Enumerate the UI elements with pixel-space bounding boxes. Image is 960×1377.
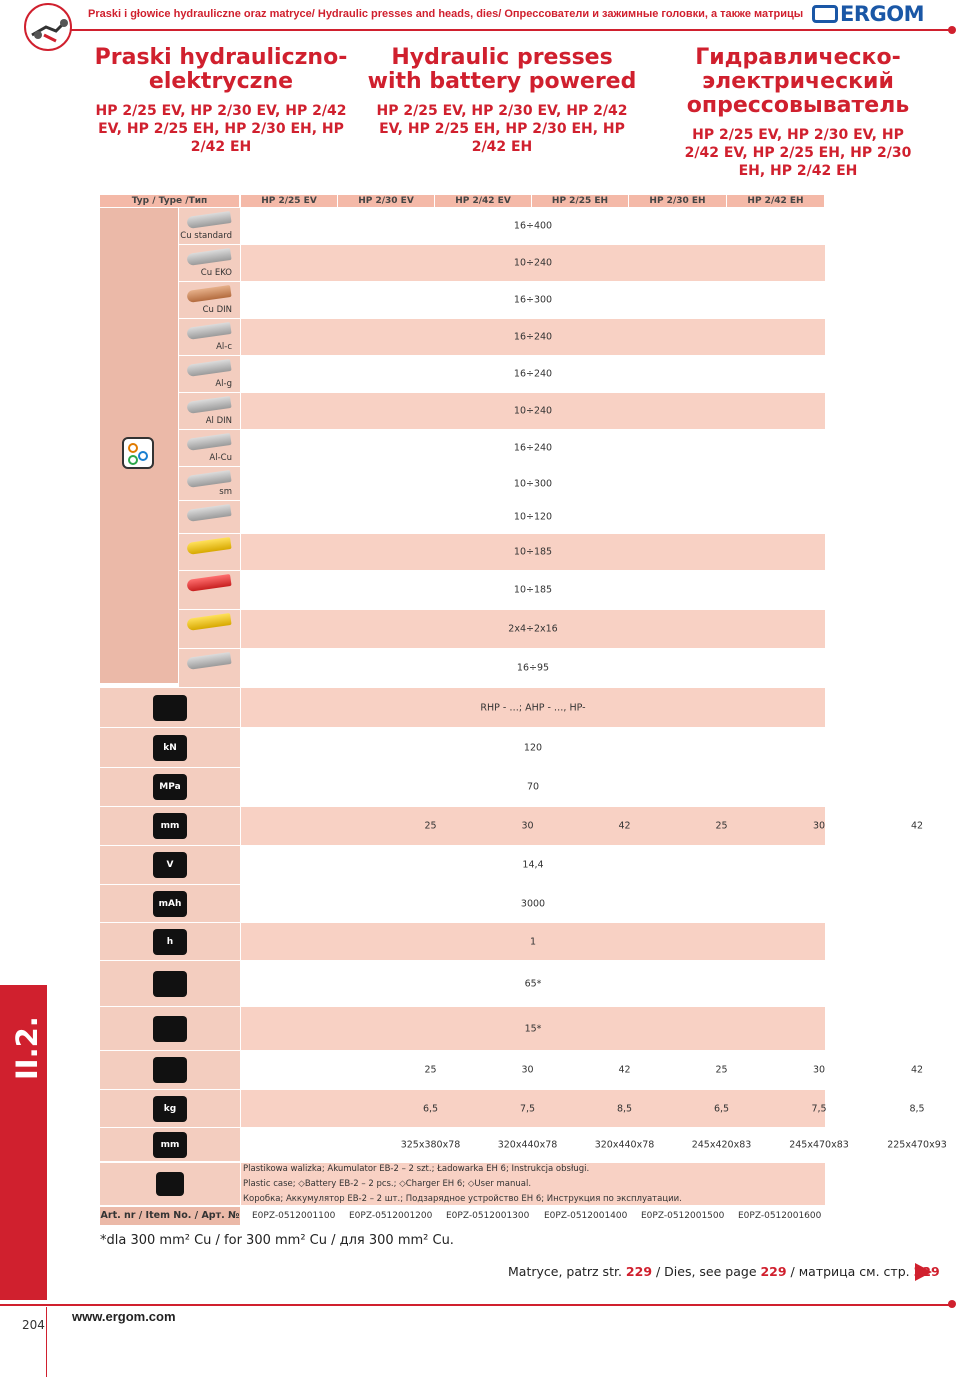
connector-label: Al-Cu xyxy=(209,453,232,463)
cross-section-range: 10÷300 xyxy=(513,478,553,489)
crimps-per-charge-icon xyxy=(153,969,187,999)
value-cell xyxy=(241,961,825,1007)
twin-ferrule-icon xyxy=(186,613,231,631)
head-opening-icon xyxy=(153,1055,187,1085)
splice-icon xyxy=(186,652,231,670)
spec-icon-cell xyxy=(100,807,240,846)
spec-symbol: mm xyxy=(160,1139,180,1150)
spec-value: 6,5 xyxy=(713,1103,730,1114)
spec-value: 25 xyxy=(424,820,437,832)
cross-section-range: 16÷400 xyxy=(513,220,553,232)
value-cell xyxy=(241,649,825,688)
cross-section-range: 16÷240 xyxy=(513,442,553,454)
connector-icon-cell xyxy=(179,430,240,467)
connector-icon-cell xyxy=(179,610,240,649)
column-header: HP 2/42 EV xyxy=(435,195,532,207)
spec-icon-cell xyxy=(100,1128,240,1162)
spec-symbol: mAh xyxy=(158,898,182,909)
cu-lug-icon xyxy=(186,211,231,229)
footnote: *dla 300 mm² Cu / for 300 mm² Cu / для 300 mm² Cu. xyxy=(100,1233,454,1248)
spec-icon-cell xyxy=(100,688,240,728)
arrow-right-icon xyxy=(915,1263,932,1281)
page-title-en: Hydraulic presses with battery powered xyxy=(367,45,637,94)
value-cell xyxy=(241,885,825,923)
table-row xyxy=(100,1007,825,1051)
value-cell xyxy=(241,846,825,885)
table-row xyxy=(100,846,825,885)
connector-icon-cell xyxy=(179,245,240,282)
ergom-mark-icon xyxy=(812,5,838,23)
spec-value: 325x380x78 xyxy=(400,1139,461,1150)
charging-time-icon xyxy=(153,927,187,957)
connector-label: Cu standard xyxy=(180,231,232,241)
page-title-ru: Гидравлическо-электрический опрессовыватель xyxy=(686,45,910,118)
value-columns xyxy=(382,1051,960,1089)
page-number: 204 xyxy=(22,1318,45,1332)
title-block-ru xyxy=(680,46,916,180)
spec-icon-cell xyxy=(100,1007,240,1051)
models-ru: HP 2/25 EV, HP 2/30 EV, HP 2/42 EV, HP 2/25 EH, HP 2/30 EH, HP 2/42 EH xyxy=(684,127,912,179)
spec-value: 120 xyxy=(523,742,543,753)
table-row xyxy=(100,571,825,610)
spec-value: 30 xyxy=(521,1064,534,1076)
models-pl: HP 2/25 EV, HP 2/30 EV, HP 2/42 EV, HP 2/25 EH, HP 2/30 EH, HP 2/42 EH xyxy=(95,103,347,155)
spec-symbol-box xyxy=(153,813,187,839)
cross-section-range: 16÷240 xyxy=(513,331,553,343)
al-cu-lug-icon xyxy=(186,433,231,451)
spec-value: 42 xyxy=(910,1064,924,1076)
brand-logo xyxy=(812,2,924,26)
table-row xyxy=(100,534,825,571)
spec-value: 15* xyxy=(524,1023,542,1034)
value-cell xyxy=(241,807,924,846)
connector-label: Cu EKO xyxy=(200,268,232,278)
page-number-divider xyxy=(46,1307,47,1377)
spec-value: RHP - …; AHP - …, HP- xyxy=(480,702,586,713)
dies-text: / матрица см. стр. xyxy=(786,1264,914,1279)
article-number: E0PZ-0512001100 xyxy=(252,1211,336,1221)
ring-lug-icon xyxy=(186,504,231,522)
table-row xyxy=(100,807,924,846)
spec-icon-cell xyxy=(100,961,240,1007)
red-ferrule-icon xyxy=(186,574,231,592)
cross-section-range: 10÷185 xyxy=(513,584,553,596)
connector-icon-cell xyxy=(179,208,240,245)
spec-symbol-box xyxy=(153,1016,187,1042)
value-cell xyxy=(241,245,825,282)
column-header: HP 2/30 EV xyxy=(338,195,435,207)
table-row xyxy=(100,728,825,768)
footer-url[interactable]: www.ergom.com xyxy=(72,1309,176,1324)
connector-label: Al-g xyxy=(215,379,232,389)
value-cell xyxy=(241,534,825,571)
table-row xyxy=(100,282,825,319)
cross-section-range: 16÷240 xyxy=(513,368,553,380)
footer-line xyxy=(0,1304,950,1306)
spec-symbol: MPa xyxy=(159,782,181,792)
sm-lug-icon xyxy=(186,470,231,488)
connector-icon-cell xyxy=(179,319,240,356)
spec-icon-cell xyxy=(100,923,240,961)
table-row xyxy=(100,501,825,534)
table-row xyxy=(100,1128,947,1162)
spec-value: 42 xyxy=(618,1064,631,1076)
spec-symbol-box xyxy=(153,1096,187,1122)
spec-value: 25 xyxy=(424,1064,437,1076)
force-kn-icon xyxy=(153,733,187,763)
title-block-en xyxy=(366,46,638,156)
spec-icon-cell xyxy=(100,846,240,885)
spec-value: 25 xyxy=(715,820,728,832)
included-items xyxy=(241,1163,825,1206)
value-cell xyxy=(241,728,825,768)
value-cell xyxy=(241,319,825,356)
table-row xyxy=(100,319,825,356)
spec-icon-cell xyxy=(100,885,240,923)
spec-value: 245x470x83 xyxy=(789,1139,849,1150)
cross-section-range: 10÷185 xyxy=(513,546,553,558)
cross-section-range: 2x4÷2x16 xyxy=(508,623,558,635)
spec-icon-cell xyxy=(100,1090,240,1128)
spec-value: 7,5 xyxy=(811,1103,827,1114)
connector-label: Al-c xyxy=(216,342,232,352)
connector-icon-cell xyxy=(179,501,240,534)
spec-symbol: V xyxy=(166,860,174,870)
value-columns xyxy=(382,1128,960,1161)
table-row xyxy=(100,885,825,923)
article-row xyxy=(100,1207,825,1225)
included-line: Plastic case; ◇Battery EB-2 – 2 pcs.; ◇Charger EH 6; ◇User manual. xyxy=(243,1179,532,1189)
battery-voltage-icon xyxy=(153,850,187,880)
spec-value: 8,5 xyxy=(909,1103,925,1114)
column-header: HP 2/30 EH xyxy=(629,195,727,207)
cross-section-range: 10÷120 xyxy=(513,511,553,523)
yellow-ferrule-icon xyxy=(186,537,231,555)
value-cell xyxy=(241,467,825,501)
dies-text: / Dies, see page xyxy=(652,1264,761,1279)
table-row xyxy=(100,1051,924,1090)
battery-capacity-icon xyxy=(153,889,187,919)
spec-symbol-box xyxy=(153,1057,187,1083)
table-header xyxy=(100,195,825,207)
value-cell xyxy=(241,1051,924,1090)
value-cell xyxy=(241,1128,947,1162)
connector-icon-cell xyxy=(179,467,240,501)
table-row xyxy=(100,923,825,961)
page-title-pl: Praski hydrauliczno-elektryczne xyxy=(94,45,348,94)
included-line: Коробка; Аккумулятор EB-2 – 2 шт.; Подзарядное устройство EH 6; Инструкция по эксплуатации. xyxy=(243,1194,682,1204)
included-items-row xyxy=(100,1163,825,1206)
value-cell xyxy=(241,923,825,961)
spec-icon-cell xyxy=(100,1051,240,1090)
type-header: Typ / Type /Тип xyxy=(100,195,240,207)
spec-value: 14,4 xyxy=(522,859,544,871)
weight-scale-icon xyxy=(153,1094,187,1124)
spec-symbol-box xyxy=(153,971,187,997)
spec-value: 8,5 xyxy=(616,1103,633,1114)
spec-symbol-box xyxy=(153,891,187,917)
article-number: E0PZ-0512001400 xyxy=(544,1211,628,1221)
value-columns xyxy=(382,807,960,845)
spec-symbol-box xyxy=(153,774,187,800)
table-row xyxy=(100,649,825,688)
spec-value: 30 xyxy=(521,820,534,832)
value-cell xyxy=(241,501,825,534)
title-block-pl xyxy=(86,46,356,156)
stroke-mm-icon xyxy=(153,811,187,841)
spec-value: 7,5 xyxy=(519,1103,536,1114)
table-row xyxy=(100,1090,925,1128)
table-row xyxy=(100,768,825,807)
cross-section-range: 10÷240 xyxy=(513,257,553,269)
cross-section-range: 16÷300 xyxy=(513,294,553,306)
value-cell xyxy=(241,571,825,610)
value-cell xyxy=(241,430,825,467)
spec-icon-cell xyxy=(100,768,240,807)
table-row xyxy=(100,961,825,1007)
connector-label: Cu DIN xyxy=(202,305,232,315)
case-shape xyxy=(156,1172,184,1196)
dies-text: Matryce, patrz str. xyxy=(508,1264,626,1279)
spec-value: 42 xyxy=(910,820,924,832)
dimensions-mm-icon xyxy=(153,1130,187,1160)
value-cell xyxy=(241,688,825,728)
table-row xyxy=(100,430,825,467)
clock-icon xyxy=(153,1014,187,1044)
table-row xyxy=(100,356,825,393)
spec-symbol: kN xyxy=(163,742,177,753)
die-hex-icon xyxy=(153,693,187,723)
spec-symbol: mm xyxy=(160,821,180,831)
article-number: E0PZ-0512001600 xyxy=(738,1211,822,1221)
cu-lug-icon xyxy=(186,248,231,266)
value-cell xyxy=(241,208,825,245)
footer-dot xyxy=(948,1300,956,1308)
spec-symbol-box xyxy=(153,1132,187,1158)
cross-section-range: 10÷240 xyxy=(513,405,553,417)
table-row xyxy=(100,245,825,282)
spec-value: 30 xyxy=(812,1064,826,1076)
copper-lug-icon xyxy=(186,285,231,303)
value-cell xyxy=(241,1007,825,1051)
table-row xyxy=(100,610,825,649)
connector-icon-cell xyxy=(179,282,240,319)
connector-icon-cell xyxy=(179,649,240,688)
cross-section-range: 16÷95 xyxy=(516,662,550,674)
value-cell xyxy=(241,768,825,807)
al-lug-icon xyxy=(186,396,231,414)
value-cell xyxy=(241,356,825,393)
breadcrumb: Praski i głowice hydrauliczne oraz matryce/ Hydraulic presses and heads, dies/ Опрессователи и зажимные головки, а также матрицы xyxy=(88,8,804,20)
header-dot xyxy=(948,26,956,34)
spec-symbol: h xyxy=(166,936,174,947)
article-label: Art. nr / Item No. / Арт. № xyxy=(100,1207,240,1225)
pressure-mpa-icon xyxy=(153,772,187,802)
connector-label: sm xyxy=(219,487,232,497)
spec-icon-cell xyxy=(100,1163,240,1206)
spec-value: 6,5 xyxy=(422,1103,439,1114)
spec-symbol-box xyxy=(153,735,187,761)
spec-symbol-box xyxy=(153,852,187,878)
al-lug-icon xyxy=(186,359,231,377)
header-line xyxy=(70,29,952,31)
value-cell xyxy=(241,282,825,319)
spec-value: 65* xyxy=(524,978,542,989)
table-row xyxy=(100,393,825,430)
spec-value: 3000 xyxy=(520,898,546,909)
al-lug-icon xyxy=(186,322,231,340)
column-header: HP 2/42 EH xyxy=(727,195,825,207)
spec-value: 70 xyxy=(526,781,540,793)
dies-page-link[interactable]: 229 xyxy=(760,1264,787,1279)
column-header: HP 2/25 EH xyxy=(532,195,629,207)
spec-value: 1 xyxy=(529,936,537,947)
table-row xyxy=(100,467,825,501)
spec-icon-cell xyxy=(100,728,240,768)
spec-value: 320x440x78 xyxy=(497,1139,558,1150)
brand-name: ERGOM xyxy=(840,2,925,26)
dies-page-link[interactable]: 229 xyxy=(913,1264,940,1279)
table-row xyxy=(100,688,825,728)
press-tool-logo-icon xyxy=(24,3,72,51)
spec-value: 42 xyxy=(618,820,631,832)
spec-value: 25 xyxy=(715,1064,728,1076)
spec-value: 245x420x83 xyxy=(691,1139,752,1150)
spec-value: 225x470x93 xyxy=(887,1139,947,1150)
models-en: HP 2/25 EV, HP 2/30 EV, HP 2/42 EV, HP 2/25 EH, HP 2/30 EH, HP 2/42 EH xyxy=(376,103,628,155)
included-line: Plastikowa walizka; Akumulator EB-2 – 2 szt.; Ładowarka EH 6; Instrukcja obsługi. xyxy=(243,1164,590,1174)
article-number: E0PZ-0512001200 xyxy=(349,1211,433,1221)
value-cell xyxy=(241,393,825,430)
article-number: E0PZ-0512001300 xyxy=(446,1211,530,1221)
value-cell xyxy=(241,1090,925,1128)
value-cell xyxy=(241,610,825,649)
spec-value: 30 xyxy=(812,820,826,832)
value-columns xyxy=(382,1090,960,1127)
dies-page-link[interactable]: 229 xyxy=(625,1264,653,1279)
connector-label: Al DIN xyxy=(205,416,232,426)
section-tab-label: II.2. xyxy=(10,1016,44,1080)
column-header: HP 2/25 EV xyxy=(241,195,338,207)
spec-symbol-box xyxy=(153,695,187,721)
dies-reference xyxy=(508,1264,940,1279)
connector-icon-cell xyxy=(179,534,240,571)
connector-icon-cell xyxy=(179,393,240,430)
side-tab-gap xyxy=(0,1300,47,1377)
table-row xyxy=(100,208,825,245)
article-number: E0PZ-0512001500 xyxy=(641,1211,725,1221)
case-icon xyxy=(153,1169,187,1199)
spec-value: 320x440x78 xyxy=(594,1139,655,1150)
spec-symbol: kg xyxy=(163,1103,177,1114)
spec-symbol-box xyxy=(153,929,187,955)
connector-icon-cell xyxy=(179,356,240,393)
connector-icon-cell xyxy=(179,571,240,610)
